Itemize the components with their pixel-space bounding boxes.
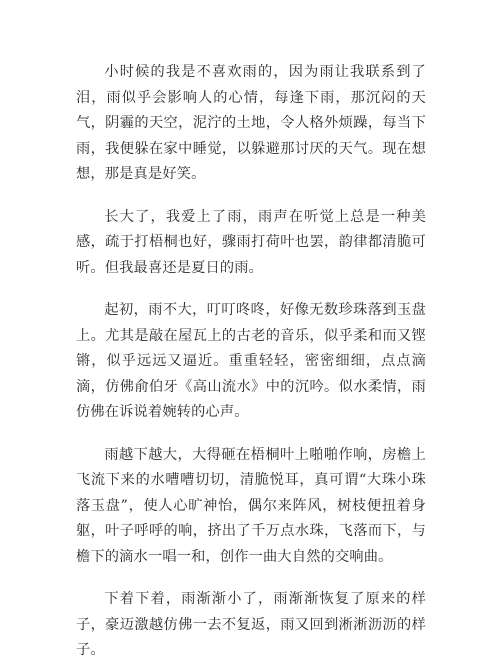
paragraph-3: 起初，雨不大，叮叮咚咚，好像无数珍珠落到玉盘上。尤其是敲在屋瓦上的古老的音乐，似乎柔和而又铿锵，似乎远远又逼近。重重轻轻，密密细细，点点滴滴，仿佛俞伯牙《高山流水》中的沉吟。似水柔情，雨仿佛在诉说着婉转的心声。 bbox=[76, 302, 426, 420]
paragraph-4: 雨越下越大，大得砸在梧桐叶上啪啪作响，房檐上飞流下来的水嘈嘈切切，清脆悦耳，真可谓“大珠小珠落玉盘”，使人心旷神怡，偶尔来阵风，树枝便扭着身躯，叶子呼呼的响，挤出了千万点水珠，飞落而下，与檐下的滴水一唱一和，创作一曲大自然的交响曲。 bbox=[76, 446, 426, 565]
paragraph-2: 长大了，我爱上了雨，雨声在听觉上总是一种美感，疏于打梧桐也好，骤雨打荷叶也罢，韵律都清脆可听。但我最喜还是夏日的雨。 bbox=[76, 208, 426, 276]
paragraph-1: 小时候的我是不喜欢雨的，因为雨让我联系到了泪，雨似乎会影响人的心情，每逢下雨，那沉闷的天气，阴霾的天空，泥泞的土地，令人格外烦躁，每当下雨，我便躲在家中睡觉，以躲避那讨厌的天气。现在想想，那是真是好笑。 bbox=[76, 64, 426, 182]
paragraph-5: 下着下着，雨渐渐小了，雨渐渐恢复了原来的样子，豪迈激越仿佛一去不复返，雨又回到淅淅沥沥的样子。 bbox=[76, 591, 426, 658]
